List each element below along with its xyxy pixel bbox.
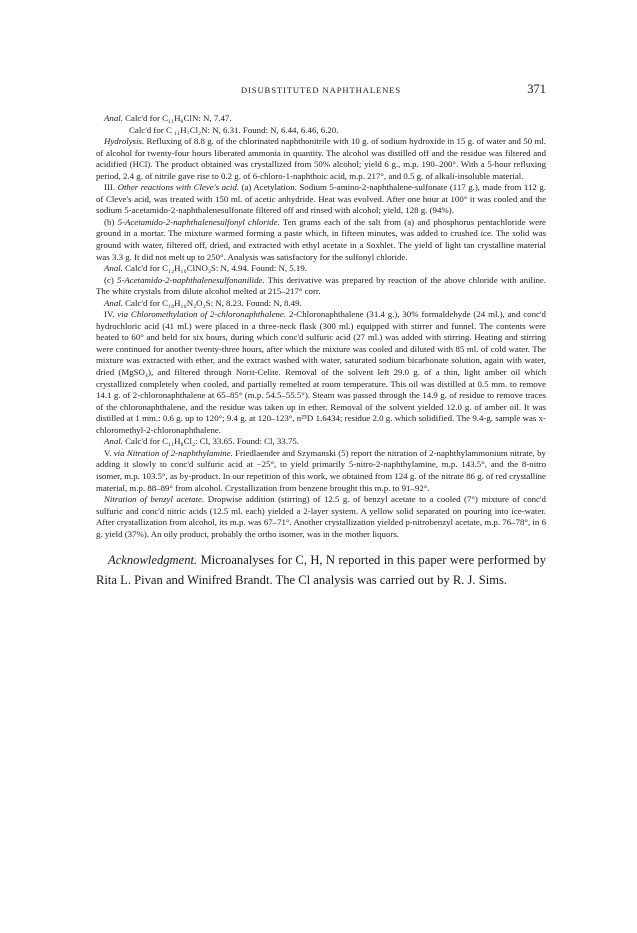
nitration-benzyl-acetate-paragraph: [96, 494, 546, 540]
anal-sulfonyl-chloride: [96, 263, 546, 275]
anal-chloromethyl: [96, 436, 546, 448]
paragraph-label: Anal.: [104, 297, 123, 308]
paragraph-text: Calc'd for C₁₂H₁₀ClNO₃S: N, 4.94. Found: N, 5.19.: [125, 263, 307, 274]
paragraph-label: Nitration of benzyl acetate.: [104, 494, 205, 505]
hydrolysis-paragraph: [96, 136, 546, 182]
article-body: [96, 113, 546, 590]
anal-sulfonanilide: [96, 298, 546, 310]
paragraph-text: 2-Chloronaphthalene (31.4 g.), 30% formaldehyde (24 ml.), and conc'd hydrochloric acid (41 ml.) were placed in a three-neck flask (300 ml.) equipped with stirrer and funnel. The contents were heated to 60° and held for six hours, during which conc'd sulfuric acid (27 ml.) was added with stirring. Heating and stirring were continued for another twenty-three hours, after which the mixture was cooled and diluted with 85 ml. of cold water. The mixture was extracted with ether, and the extract washed with water, saturated sodium bicarbonate solution, again with water, dried (MgSO₄), and filtered through Norit-Celite. Removal of the solvent left 29.0 g. of a thin, light amber oil which crystallized completely when cooled, and partially remelted at room temperature. This oil was distilled at 0.5 mm. to remove 14.1 g. of 2-chloronaphthalene at 65–85° (m.p. 54.5–55.5°). Steam was passed through the 14.9 g. of residue to remove traces of the chloronaphthalene, and the residue was taken up in ether. Removal of the solvent yielded 12.0 g. of amber oil. It was distilled at 1 mm.: 0.6 g. up to 120°; 9.4 g. at 120–123°, n²⁵D 1.6434; residue 2.0 g. which solidified. The 9.4-g. sample was x-chloromethyl-2-chloronaphthalene.: [96, 309, 546, 435]
paragraph-label: Anal.: [104, 436, 123, 447]
paragraph-label: Anal.: [104, 263, 123, 274]
acknowledgment: [96, 551, 546, 590]
subsection-letter: (c): [104, 274, 114, 285]
compound-name: 5-Acetamido-2-naphthalenesulfonyl chloride.: [117, 216, 280, 227]
paragraph-text: Calc'd for C₁₈H₁₆N₂O₃S: N, 8.23. Found: N, 8.49.: [125, 297, 302, 308]
chloromethylation-section: [96, 309, 546, 436]
anal-dichloro-nitrile: [96, 125, 546, 137]
paragraph-text: Refluxing of 8.8 g. of the chlorinated naphthonitrile with 10 g. of sodium hydroxide in 15 g. of water and 50 ml. of alcohol for twenty-four hours liberated ammonia in quantity. The alcohol was distilled off and the residue was filtered and acidified (HCl). The product obtained was crystallized from 50% alcohol; yield 6 g., m.p. 190–200°. With a 5-hour refluxing period, 2.4 g. of nitrile gave rise to 0.2 g. of 6-chloro-1-naphthoic acid, m.p. 217°, and 0.5 g. of alkali-insoluble material.: [96, 136, 546, 181]
paragraph-text: Friedlaender and Szymanski (5) report the nitration of 2-naphthylammonium nitrate, by adding it slowly to conc'd sulfuric acid at −25°, to yield primarily 5-nitro-2-naphthylamine, m.p. 143.5°, and the 8-nitro isomer, m.p. 103.5°, as by-product. In our repetition of this work, we obtained from 124 g. of the nitrate 86 g. of red crystalline material, m.p. 88–89° from alcohol. Crystallization from benzene brought this m.p. to 91–92°.: [96, 447, 546, 493]
paragraph-text: Calc'd for C₁₁H₈Cl₂: Cl, 33.65. Found: Cl, 33.75.: [125, 436, 299, 447]
cleves-acid-section: [96, 182, 546, 217]
paragraph-label: Anal.: [104, 113, 123, 123]
paragraph-text: Ten grams each of the salt from (a) and phosphorus pentachloride were ground in a mortar. The mixture warmed forming a paste which, in fifteen minutes, was added to crushed ice. The solid was ground with water, filtered off, dried, and extracted with ethyl acetate in a Soxhlet. The yield of light tan crystalline material was 3.3 g. It did not melt up to 250°. Analysis was satisfactory for the sulfonyl chloride.: [96, 216, 546, 262]
paragraph-label: Hydrolysis.: [104, 136, 145, 147]
paragraph-text: This derivative was prepared by reaction of the above chloride with aniline. The white crystals from dilute alcohol melted at 215–217° corr.: [96, 274, 546, 297]
page-number: 371: [527, 82, 546, 96]
paragraph-text: Calc'd for C₁₁H₈ClN: N, 7.47.: [125, 113, 232, 123]
section-heading: via Chloromethylation of 2-chloronaphthalene.: [117, 309, 287, 320]
nitration-naphthylamine-section: [96, 448, 546, 494]
acknowledgment-label: Acknowledgment.: [108, 553, 198, 568]
section-number: V.: [104, 447, 112, 458]
paragraph-text: Dropwise addition (stirring) of 12.5 g. of benzyl acetate to a cooled (7°) mixture of conc'd sulfuric and conc'd nitric acids (12.5 ml. each) yielded a 2-layer system. A yellow solid separated on pouring into ice-water. After crystallization from alcohol, its m.p. was 67–71°. Another crystallization yielded p-nitrobenzyl acetate, m.p. 76–78°, in 6 g. yield (37%). An oily product, probably the ortho isomer, was in the mother liquors.: [96, 494, 546, 539]
running-title: DISUBSTITUTED NAPHTHALENES: [240, 85, 402, 95]
page-header: [96, 83, 546, 97]
section-heading: Other reactions with Cleve's acid.: [117, 182, 240, 193]
paragraph-text: (a) Acetylation. Sodium 5-amino-2-naphthalene-sulfonate (117 g.), made from 112 g. of Cleve's acid, was treated with 150 ml. of acetic anhydride. Heat was evolved. After one hour at 100° it was cooled and the sodium 5-acetamido-2-naphthalenesulfonate filtered off and rinsed with alcohol; yield, 128 g. (94%).: [96, 182, 546, 216]
section-heading: via Nitration of 2-naphthylamine.: [113, 447, 233, 458]
anal-nitrile: [96, 113, 546, 125]
section-number: III.: [104, 182, 116, 193]
sulfonanilide-paragraph: [96, 275, 546, 298]
acknowledgment-text: Microanalyses for C, H, N reported in this paper were performed by Rita L. Pivan and Winifred Brandt. The Cl analysis was carried out by R. J. Sims.: [96, 553, 546, 587]
subsection-letter: (b): [104, 216, 115, 227]
section-number: IV.: [104, 309, 115, 320]
compound-name: 5-Acetamido-2-naphthalenesulfonanilide.: [117, 274, 265, 285]
paragraph-text: Calc'd for C ₁₁H₇Cl₂N: N, 6.31. Found: N, 6.44, 6.46, 6.20.: [129, 124, 339, 135]
sulfonyl-chloride-paragraph: [96, 217, 546, 263]
